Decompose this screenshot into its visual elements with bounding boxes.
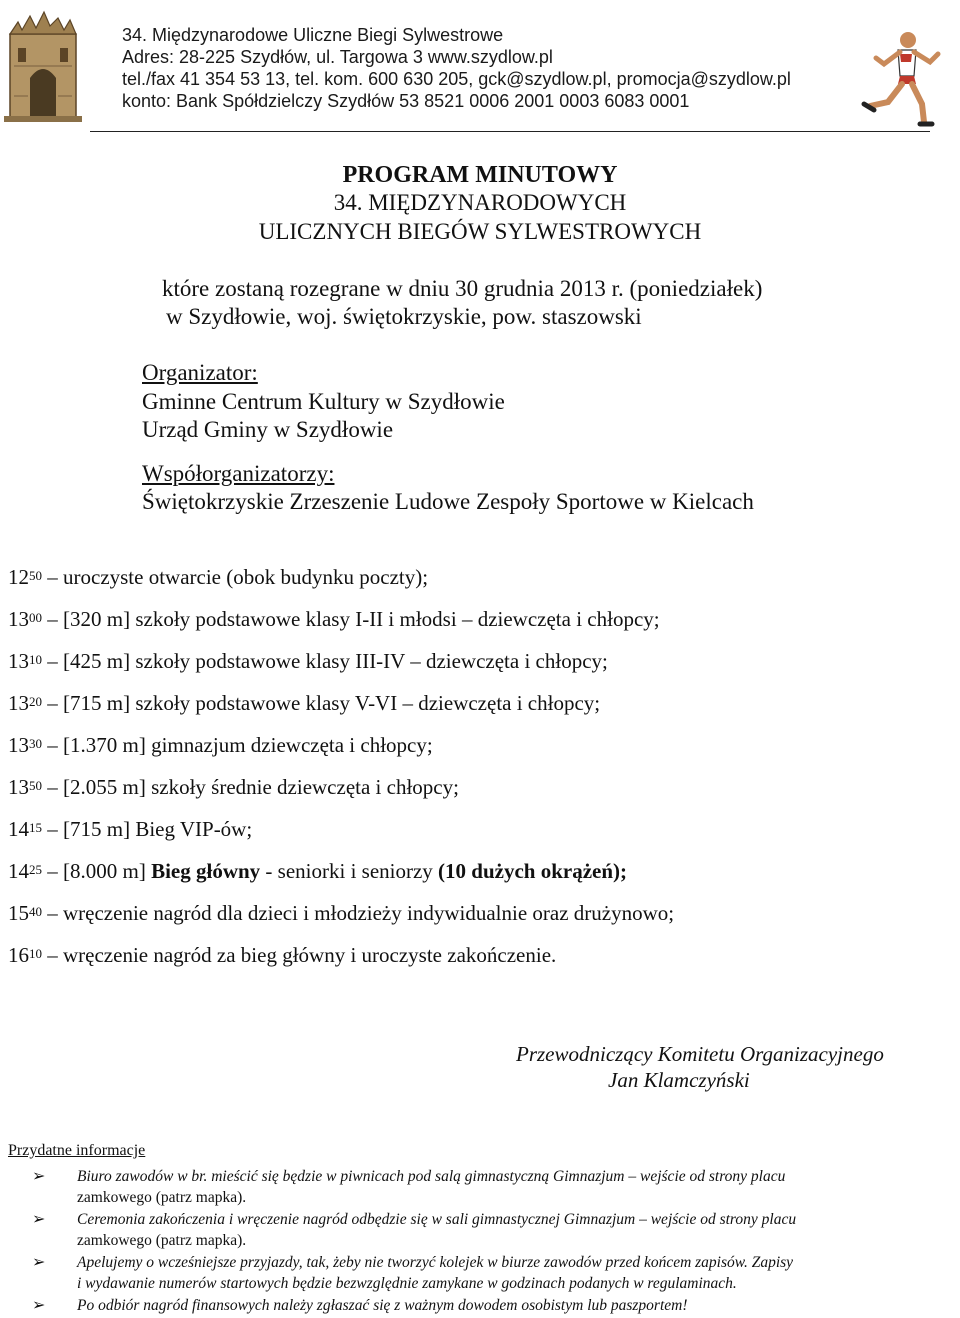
organizer-label: Organizator: — [142, 360, 258, 385]
info-note: ➢ Po odbiór nagród finansowych należy zgłaszać się z ważnym dowodem osobistym lub paszportem! — [32, 1297, 688, 1314]
schedule-item: $13^{20} - [715$ m] szkoły podstawowe klasy V-VI – dziewczęta i chłopcy; — [8, 691, 601, 715]
intro-line-1: które zostaną rozegrane w dniu 30 grudnia 2013 r. (poniedziałek) — [162, 276, 763, 301]
schedule-item: $13^{00} - [320$ m] szkoły podstawowe klasy I-II i młodsi – dziewczęta i chłopcy; — [8, 607, 660, 631]
arrow-bullet-icon: ➢ — [32, 1168, 46, 1185]
coorganizer-label: Współorganizatorzy: — [142, 461, 335, 486]
info-note: ➢ Ceremonia zakończenia i wręczenie nagród odbędzie się w sali gimnastycznej Gimnazjum – wejście od strony placu zamkowego (patrz mapka). — [32, 1211, 797, 1249]
arrow-bullet-icon: ➢ — [32, 1297, 46, 1314]
header-divider — [90, 131, 930, 132]
tower-logo-icon — [4, 4, 82, 122]
organizer-item-1: Gminne Centrum Kultury w Szydłowie — [142, 389, 505, 414]
title-sub1: 34. MIĘDZYNARODOWYCH — [333, 190, 627, 215]
schedule-item: $12^{50}$ – uroczyste otwarcie (obok budynku poczty); — [8, 565, 429, 589]
schedule-item: $15^{40}$ – wręczenie nagród dla dzieci i młodzieży indywidualnie oraz drużynowo; — [8, 901, 675, 925]
arrow-bullet-icon: ➢ — [32, 1254, 46, 1271]
signature-role: Przewodniczący Komitetu Organizacyjnego — [516, 1042, 884, 1066]
letterhead — [0, 0, 960, 135]
coorganizer-item-1: Świętokrzyskie Zrzeszenie Ludowe Zespoły Sportowe w Kielcach — [142, 489, 754, 514]
runner-icon — [858, 28, 948, 128]
contact-line: tel./fax 41 354 53 13, tel. kom. 600 630 205, gck@szydlow.pl, promocja@szydlow.pl — [122, 69, 791, 89]
signature-name: Jan Klamczyński — [608, 1068, 750, 1092]
info-title: Przydatne informacje — [8, 1142, 146, 1159]
info-note: ➢ Biuro zawodów w br. mieścić się będzie w piwnicach pod salą gimnastyczną Gimnazjum – wejście od strony placu zamkowego (patrz mapka). — [32, 1168, 786, 1206]
info-note: ➢ Apelujemy o wcześniejsze przyjazdy, tak, żeby nie tworzyć kolejek w biurze zawodów przed końcem zapisów. Zapisy i wydawanie numerów startowych będzie bezwzględnie zamykane w godzinach podanych w regulaminach. — [32, 1254, 794, 1292]
schedule-item: $16^{10}$ – wręczenie nagród za bieg główny i uroczyste zakończenie. — [8, 943, 557, 967]
bank-account-line: konto: Bank Spółdzielczy Szydłów 53 8521 0006 2001 0003 6083 0001 — [122, 91, 690, 111]
intro-line-2: w Szydłowie, woj. świętokrzyskie, pow. staszowski — [166, 304, 642, 329]
arrow-bullet-icon: ➢ — [32, 1211, 46, 1228]
program-title — [0, 162, 960, 247]
schedule-item: $13^{50} - [2.055$ m] szkoły średnie dziewczęta i chłopcy; — [8, 775, 459, 799]
title-main: PROGRAM MINUTOWY — [342, 162, 618, 188]
schedule-item: $13^{30} - [1.370$ m] gimnazjum dziewczęta i chłopcy; — [8, 733, 433, 757]
organizer-item-2: Urząd Gminy w Szydłowie — [142, 417, 394, 442]
schedule-item: $14^{15} - [715$ m] Bieg VIP-ów; — [8, 817, 253, 841]
title-sub2: ULICZNYCH BIEGÓW SYLWESTROWYCH — [258, 219, 702, 244]
schedule-item: $13^{10} - [425$ m] szkoły podstawowe klasy III-IV – dziewczęta i chłopcy; — [8, 649, 608, 673]
letterhead-text — [122, 24, 791, 112]
schedule-item-main-race: $14^{25} - [8.000$ m] Bieg główny - seniorki i seniorzy (10 dużych okrążeń); — [8, 859, 628, 883]
address-line: Adres: 28-225 Szydłów, ul. Targowa 3 www.szydlow.pl — [122, 47, 553, 67]
event-name: 34. Międzynarodowe Uliczne Biegi Sylwestrowe — [122, 25, 504, 45]
